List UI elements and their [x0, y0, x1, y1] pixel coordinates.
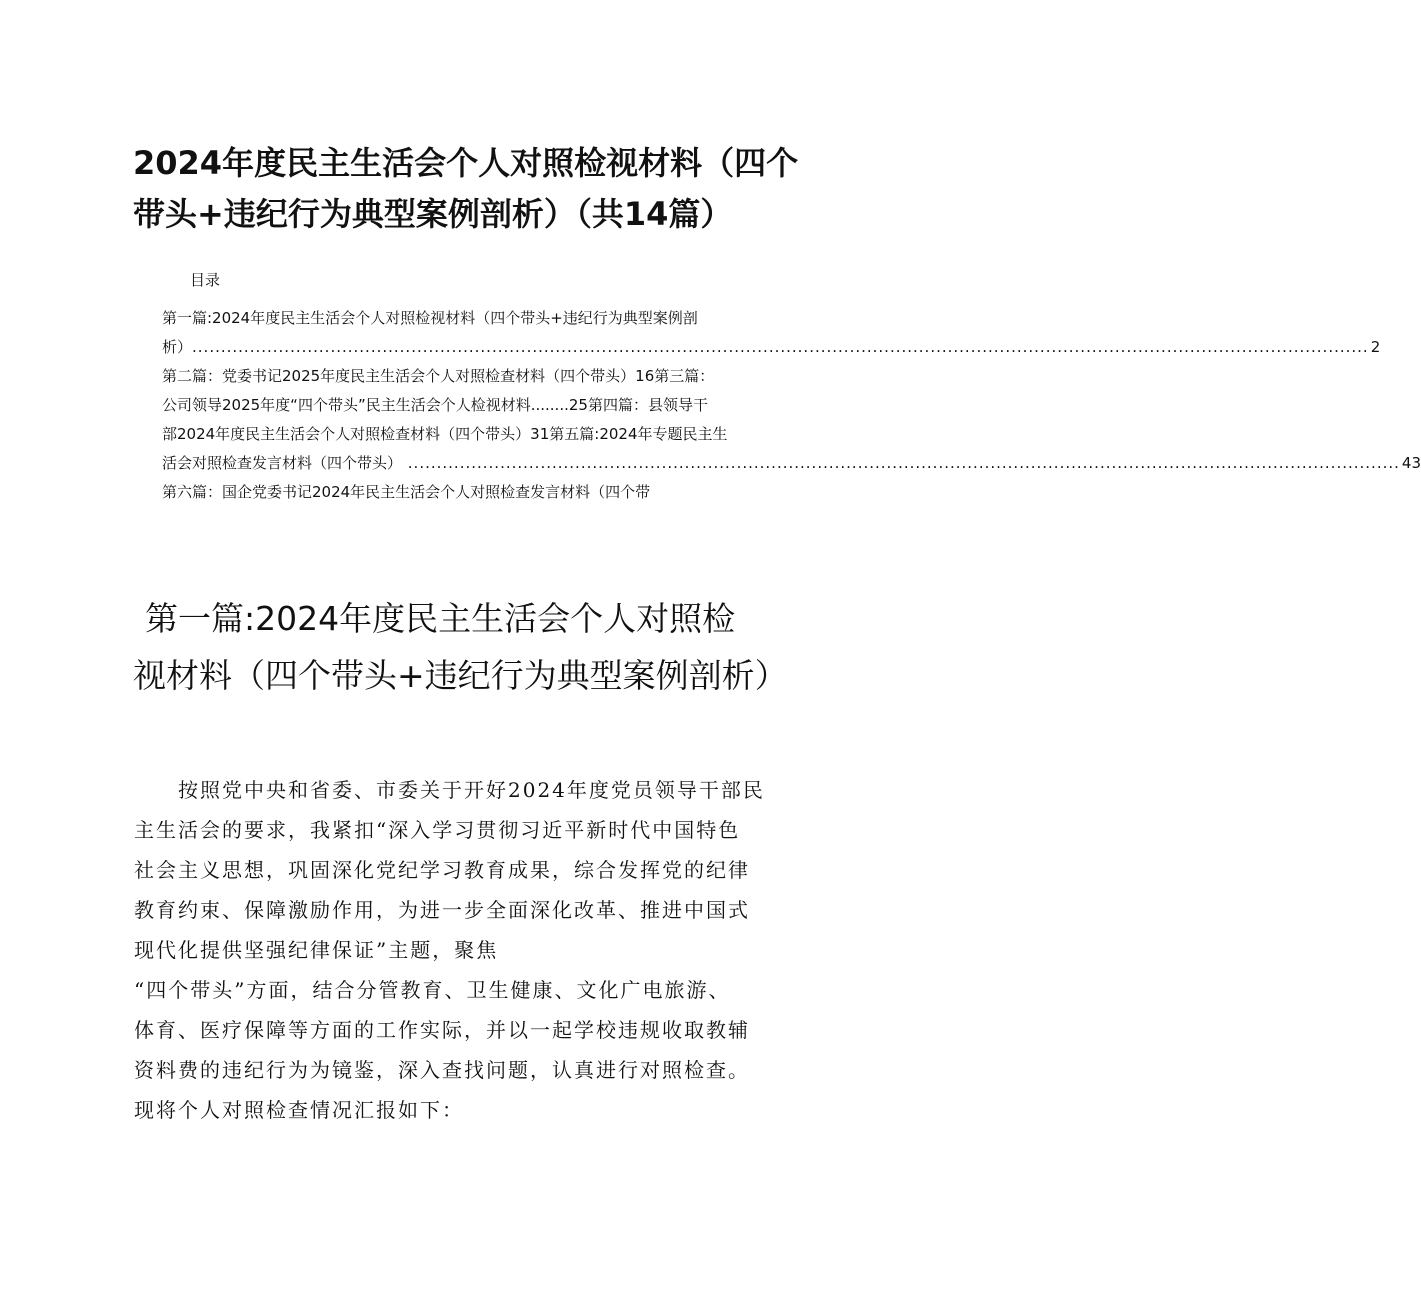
toc-line[interactable]: 第一篇:2024年度民主生活会个人对照检视材料（四个带头+违纪行为典型案例剖	[162, 309, 698, 327]
toc-dot-leader: ............................................................................................................................................................................	[402, 454, 1400, 472]
section-title-line: 视材料（四个带头+违纪行为典型案例剖析）	[133, 656, 788, 695]
toc-line-text: 活会对照检查发言材料（四个带头）	[162, 454, 403, 472]
toc-page-number: 43	[1401, 454, 1421, 472]
toc-line[interactable]: 第六篇：国企党委书记2024年民主生活会个人对照检查发言材料（四个带	[162, 483, 651, 501]
toc-line[interactable]: 公司领导2025年度“四个带头”民主生活会个人检视材料........25第四篇：县领导干	[162, 396, 708, 414]
section-title	[133, 590, 793, 704]
body-line: 教育约束、保障激励作用，为进一步全面深化改革、推进中国式	[134, 898, 750, 922]
section-title-line: 第一篇:2024年度民主生活会个人对照检	[145, 599, 736, 638]
table-of-contents	[162, 304, 1421, 507]
body-line: “四个带头”方面，结合分管教育、卫生健康、文化广电旅游、	[134, 978, 731, 1002]
toc-line-text: 析）	[162, 338, 193, 356]
toc-page-number: 2	[1370, 338, 1381, 356]
body-line: 资料费的违纪行为为镜鉴，深入查找问题，认真进行对照检查。	[134, 1058, 750, 1082]
toc-line[interactable]: 第二篇：党委书记2025年度民主生活会个人对照检查材料（四个带头）16第三篇：	[162, 367, 715, 385]
document-title	[133, 138, 799, 240]
toc-line[interactable]	[162, 449, 1421, 478]
toc-heading: 目录	[190, 271, 221, 289]
toc-line[interactable]: 部2024年度民主生活会个人对照检查材料（四个带头）31第五篇:2024年专题民主生	[162, 425, 728, 443]
body-line: 按照党中央和省委、市委关于开好2024年度党员领导干部民	[134, 778, 765, 802]
body-line: 社会主义思想，巩固深化党纪学习教育成果，综合发挥党的纪律	[134, 858, 750, 882]
toc-line[interactable]	[162, 333, 1381, 362]
document-title-line: 带头+违纪行为典型案例剖析）（共14篇）	[133, 195, 733, 233]
document-title-line: 2024年度民主生活会个人对照检视材料（四个	[133, 144, 799, 182]
toc-dot-leader: ............................................................................................................................................................................................................	[192, 338, 1369, 356]
body-line: 现代化提供坚强纪律保证”主题，聚焦	[134, 938, 499, 962]
body-line: 主生活会的要求，我紧扣“深入学习贯彻习近平新时代中国特色	[134, 818, 741, 842]
body-line: 现将个人对照检查情况汇报如下：	[134, 1098, 464, 1122]
body-paragraph	[134, 770, 794, 1130]
body-line: 体育、医疗保障等方面的工作实际，并以一起学校违规收取教辅	[134, 1018, 750, 1042]
